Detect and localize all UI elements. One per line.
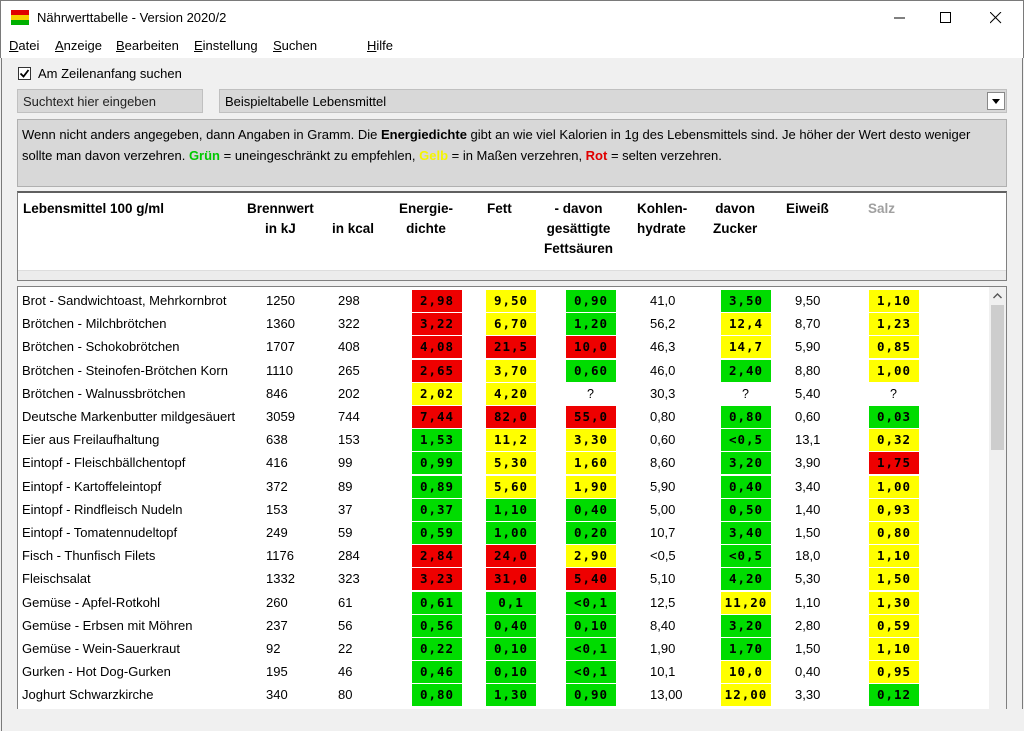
protein-value: 8,80 [795, 362, 821, 378]
density-badge: 1,53 [412, 429, 462, 451]
density-badge: 3,23 [412, 568, 462, 590]
density-badge: 0,89 [412, 476, 462, 498]
energy-kj: 1360 [266, 316, 295, 332]
menu-einstellung[interactable]: Einstellung [194, 38, 258, 53]
salt-badge: 1,00 [869, 360, 919, 382]
density-badge: 2,65 [412, 360, 462, 382]
energy-kj: 1332 [266, 571, 295, 587]
density-badge: 4,08 [412, 336, 462, 358]
energy-kj: 153 [266, 501, 288, 517]
protein-value: 5,30 [795, 571, 821, 587]
saturated-fat-badge: 0,60 [566, 360, 616, 382]
salt-badge: 0,32 [869, 429, 919, 451]
food-name: Gurken - Hot Dog-Gurken [22, 664, 171, 680]
search-input[interactable]: Suchtext hier eingeben [17, 89, 203, 113]
sugar-badge: ? [742, 386, 750, 401]
sugar-badge: <0,5 [721, 429, 771, 451]
density-badge: 0,99 [412, 452, 462, 474]
minimize-button[interactable] [877, 1, 923, 35]
density-badge: 0,59 [412, 522, 462, 544]
table-row[interactable] [18, 405, 988, 428]
energy-kj: 237 [266, 617, 288, 633]
app-icon [11, 10, 29, 25]
food-name: Gemüse - Wein-Sauerkraut [22, 641, 180, 656]
density-badge: 2,98 [412, 290, 462, 312]
energy-kcal: 284 [338, 548, 360, 564]
energy-kcal: 61 [338, 594, 353, 610]
energy-kcal: 323 [338, 571, 360, 587]
carbs-value: 10,1 [650, 664, 676, 680]
food-name: Eintopf - Tomatennudeltopf [22, 525, 178, 540]
density-badge: 0,22 [412, 638, 462, 660]
saturated-fat-badge: 1,20 [566, 313, 616, 335]
sugar-badge: 3,20 [721, 452, 771, 474]
carbs-value: <0,5 [650, 548, 676, 564]
carbs-value: 0,60 [650, 432, 676, 448]
header-carbs: Kohlen- hydrate [637, 201, 688, 236]
energy-kcal: 408 [338, 339, 360, 355]
energy-kj: 372 [266, 478, 288, 494]
protein-value: 5,90 [795, 339, 821, 355]
protein-value: 1,10 [795, 594, 821, 610]
energy-kcal: 322 [338, 316, 360, 332]
carbs-value: 46,3 [650, 339, 676, 355]
header-protein: Eiweiß [786, 201, 829, 216]
food-name: Brötchen - Steinofen-Brötchen Korn [22, 362, 228, 378]
close-button[interactable] [973, 1, 1019, 35]
protein-value: 1,50 [795, 525, 821, 540]
saturated-fat-badge: 3,30 [566, 429, 616, 451]
energy-kcal: 298 [338, 293, 360, 308]
food-name: Brot - Sandwichtoast, Mehrkornbrot [22, 293, 227, 308]
energy-kj: 416 [266, 455, 288, 471]
density-badge: 0,56 [412, 615, 462, 637]
table-row[interactable] [18, 335, 988, 358]
energy-kj: 340 [266, 687, 288, 703]
protein-value: 8,70 [795, 316, 821, 332]
energy-kj: 846 [266, 385, 288, 401]
table-row[interactable] [18, 567, 988, 590]
saturated-fat-badge: 0,90 [566, 684, 616, 706]
energy-kj: 638 [266, 432, 288, 448]
table-row[interactable] [18, 498, 988, 521]
fat-badge: 1,00 [486, 522, 536, 544]
scroll-thumb[interactable] [991, 305, 1004, 450]
minimize-icon [894, 12, 906, 24]
fat-badge: 5,30 [486, 452, 536, 474]
header-food: Lebensmittel 100 g/ml [23, 201, 165, 216]
carbs-value: 30,3 [650, 385, 676, 401]
density-badge: 2,84 [412, 545, 462, 567]
energy-kj: 92 [266, 641, 281, 656]
table-row[interactable] [18, 289, 988, 312]
saturated-fat-badge: 0,20 [566, 522, 616, 544]
energy-kcal: 22 [338, 641, 353, 656]
table-row[interactable] [18, 382, 988, 405]
salt-badge: 0,03 [869, 406, 919, 428]
energy-kj: 195 [266, 664, 288, 680]
salt-badge: 1,10 [869, 290, 919, 312]
carbs-value: 1,90 [650, 641, 676, 656]
title-bar [0, 0, 1024, 34]
close-icon [990, 12, 1002, 24]
salt-badge: 1,23 [869, 313, 919, 335]
fat-badge: 0,10 [486, 661, 536, 683]
carbs-value: 8,40 [650, 617, 676, 633]
fat-badge: 0,1 [486, 592, 536, 614]
food-name: Gemüse - Apfel-Rotkohl [22, 594, 161, 610]
energy-kcal: 59 [338, 525, 353, 540]
energy-kcal: 744 [338, 409, 360, 424]
fat-badge: 24,0 [486, 545, 536, 567]
maximize-icon [940, 12, 952, 24]
food-name: Eintopf - Kartoffeleintopf [22, 478, 162, 494]
salt-badge: 1,50 [869, 568, 919, 590]
saturated-fat-badge: 2,90 [566, 545, 616, 567]
salt-badge: 0,12 [869, 684, 919, 706]
header-saturated: - davon gesättigte Fettsäuren [544, 201, 614, 256]
protein-value: 5,40 [795, 385, 821, 401]
info-text: Wenn nicht anders angegeben, dann Angaben in Gramm. Die Energiedichte gibt an wie viel Kalorien in 1g des Lebensmittels sind. Je höher der Wert desto weniger sollte man davon verzehren. Grün = uneingeschränkt zu empfehlen, Gelb = in Maßen verzehren, Rot = selten verzehren. [17, 119, 1007, 187]
line-start-option[interactable] [18, 66, 182, 81]
fat-badge: 21,5 [486, 336, 536, 358]
density-badge: 0,80 [412, 684, 462, 706]
table-row[interactable] [18, 428, 988, 451]
sugar-badge: 3,40 [721, 522, 771, 544]
sugar-badge: 2,40 [721, 360, 771, 382]
salt-badge: 0,85 [869, 336, 919, 358]
carbs-value: 5,00 [650, 501, 676, 517]
saturated-fat-badge: <0,1 [566, 661, 616, 683]
menu-bar [0, 34, 1024, 58]
food-name: Brötchen - Walnussbrötchen [22, 385, 186, 401]
fat-badge: 11,2 [486, 429, 536, 451]
density-badge: 3,22 [412, 313, 462, 335]
fat-badge: 0,10 [486, 638, 536, 660]
fat-badge: 1,10 [486, 499, 536, 521]
energy-kcal: 265 [338, 362, 360, 378]
status-strip [2, 709, 1024, 731]
sugar-badge: 0,40 [721, 476, 771, 498]
energy-kj: 1176 [266, 548, 294, 564]
sugar-badge: 11,20 [721, 592, 771, 614]
table-row[interactable] [18, 591, 988, 614]
food-name: Gemüse - Erbsen mit Möhren [22, 617, 193, 633]
sugar-badge: 4,20 [721, 568, 771, 590]
table-select[interactable] [219, 89, 1007, 113]
salt-badge: 1,10 [869, 638, 919, 660]
salt-badge: 0,95 [869, 661, 919, 683]
window-title: Nährwerttabelle - Version 2020/2 [37, 10, 227, 25]
header-kcal: in kcal [332, 221, 375, 236]
saturated-fat-badge: 1,90 [566, 476, 616, 498]
energy-kcal: 153 [338, 432, 360, 448]
food-name: Joghurt Schwarzkirche [22, 687, 154, 703]
carbs-value: 41,0 [650, 293, 676, 308]
energy-kcal: 80 [338, 687, 353, 703]
energy-kj: 1110 [266, 362, 293, 378]
saturated-fat-badge: <0,1 [566, 638, 616, 660]
protein-value: 3,90 [795, 455, 821, 471]
carbs-value: 46,0 [650, 362, 676, 378]
fat-badge: 82,0 [486, 406, 536, 428]
fat-badge: 5,60 [486, 476, 536, 498]
menu-suchen[interactable]: Suchen [273, 38, 318, 53]
fat-badge: 3,70 [486, 360, 536, 382]
table-row[interactable] [18, 660, 988, 683]
table-row[interactable] [18, 683, 988, 706]
sugar-badge: <0,5 [721, 545, 771, 567]
sugar-badge: 12,00 [721, 684, 771, 706]
protein-value: 1,50 [795, 641, 821, 656]
main-content [1, 58, 1023, 731]
protein-value: 3,30 [795, 687, 821, 703]
energy-kj: 3059 [266, 409, 295, 424]
food-name: Eier aus Freilaufhaltung [22, 432, 160, 448]
food-name: Fleischsalat [22, 571, 91, 587]
food-name: Brötchen - Milchbrötchen [22, 316, 167, 332]
sugar-badge: 0,50 [721, 499, 771, 521]
salt-badge: 1,75 [869, 452, 919, 474]
table-row[interactable] [18, 359, 988, 382]
scroll-up-icon[interactable] [989, 287, 1006, 304]
carbs-value: 5,90 [650, 478, 676, 494]
carbs-value: 5,10 [650, 571, 676, 587]
header-sugar: davon Zucker [713, 201, 758, 236]
sugar-badge: 3,50 [721, 290, 771, 312]
sugar-badge: 12,4 [721, 313, 771, 335]
carbs-value: 0,80 [650, 409, 676, 424]
header-divider [18, 270, 1006, 280]
line-start-label: Am Zeilenanfang suchen [38, 66, 182, 81]
maximize-button[interactable] [923, 1, 969, 35]
energy-kj: 260 [266, 594, 288, 610]
saturated-fat-badge: 10,0 [566, 336, 616, 358]
fat-badge: 31,0 [486, 568, 536, 590]
table-row[interactable] [18, 521, 988, 544]
density-badge: 0,37 [412, 499, 462, 521]
energy-kj: 1250 [266, 293, 295, 308]
fat-badge: 4,20 [486, 383, 536, 405]
saturated-fat-badge: 5,40 [566, 568, 616, 590]
energy-kcal: 202 [338, 385, 360, 401]
carbs-value: 12,5 [650, 594, 676, 610]
protein-value: 0,40 [795, 664, 821, 680]
menu-datei[interactable]: Datei [9, 38, 40, 53]
saturated-fat-badge: 0,10 [566, 615, 616, 637]
food-list[interactable] [17, 286, 1007, 731]
salt-badge: 1,00 [869, 476, 919, 498]
menu-anzeige[interactable]: Anzeige [55, 38, 102, 53]
energy-kj: 1707 [266, 339, 295, 355]
protein-value: 1,40 [795, 501, 821, 517]
density-badge: 2,02 [412, 383, 462, 405]
saturated-fat-badge: 0,90 [566, 290, 616, 312]
sugar-badge: 1,70 [721, 638, 771, 660]
food-name: Deutsche Markenbutter mildgesäuert [22, 409, 236, 424]
table-row[interactable] [18, 312, 988, 335]
protein-value: 3,40 [795, 478, 821, 494]
table-row[interactable] [18, 451, 988, 474]
fat-badge: 0,40 [486, 615, 536, 637]
sugar-badge: 10,0 [721, 661, 771, 683]
table-row[interactable] [18, 614, 988, 637]
saturated-fat-badge: 55,0 [566, 406, 616, 428]
energy-kcal: 46 [338, 664, 353, 680]
saturated-fat-badge: 1,60 [566, 452, 616, 474]
food-name: Fisch - Thunfisch Filets [22, 548, 156, 564]
salt-badge: 0,80 [869, 522, 919, 544]
header-kj: Brennwert in kJ [247, 201, 314, 236]
menu-bearbeiten[interactable]: Bearbeiten [116, 38, 179, 53]
protein-value: 9,50 [795, 293, 821, 308]
sugar-badge: 3,20 [721, 615, 771, 637]
checkmark-icon [19, 68, 30, 79]
table-row[interactable] [18, 637, 988, 660]
header-fat: Fett [487, 201, 512, 216]
saturated-fat-badge: ? [587, 386, 595, 401]
density-badge: 0,46 [412, 661, 462, 683]
protein-value: 13,1 [795, 432, 821, 448]
sugar-badge: 0,80 [721, 406, 771, 428]
fat-badge: 9,50 [486, 290, 536, 312]
density-badge: 7,44 [412, 406, 462, 428]
salt-badge: 1,10 [869, 545, 919, 567]
carbs-value: 56,2 [650, 316, 676, 332]
header-density: Energie- dichte [399, 201, 454, 236]
energy-kcal: 37 [338, 501, 353, 517]
salt-badge: 0,93 [869, 499, 919, 521]
saturated-fat-badge: 0,40 [566, 499, 616, 521]
protein-value: 0,60 [795, 409, 821, 424]
food-name: Eintopf - Fleischbällchentopf [22, 455, 186, 471]
line-start-checkbox[interactable] [18, 67, 31, 80]
saturated-fat-badge: <0,1 [566, 592, 616, 614]
vertical-scrollbar[interactable] [989, 287, 1006, 730]
carbs-value: 10,7 [650, 525, 676, 540]
sugar-badge: 14,7 [721, 336, 771, 358]
table-select-value: Beispieltabelle Lebensmittel [225, 94, 387, 109]
energy-kcal: 56 [338, 617, 353, 633]
carbs-value: 8,60 [650, 455, 676, 471]
salt-badge: ? [890, 386, 898, 401]
food-name: Eintopf - Rindfleisch Nudeln [22, 501, 183, 517]
dropdown-arrow-icon[interactable] [987, 92, 1005, 110]
table-row[interactable] [18, 475, 988, 498]
energy-kj: 249 [266, 525, 288, 540]
protein-value: 18,0 [795, 548, 821, 564]
protein-value: 2,80 [795, 617, 821, 633]
energy-kcal: 99 [338, 455, 353, 471]
energy-kcal: 89 [338, 478, 353, 494]
fat-badge: 6,70 [486, 313, 536, 335]
food-name: Brötchen - Schokobrötchen [22, 339, 180, 355]
carbs-value: 13,00 [650, 687, 683, 703]
header-salt: Salz [868, 201, 896, 216]
salt-badge: 1,30 [869, 592, 919, 614]
menu-hilfe[interactable]: Hilfe [367, 38, 394, 53]
salt-badge: 0,59 [869, 615, 919, 637]
fat-badge: 1,30 [486, 684, 536, 706]
table-row[interactable] [18, 544, 988, 567]
density-badge: 0,61 [412, 592, 462, 614]
table-header [17, 191, 1007, 281]
